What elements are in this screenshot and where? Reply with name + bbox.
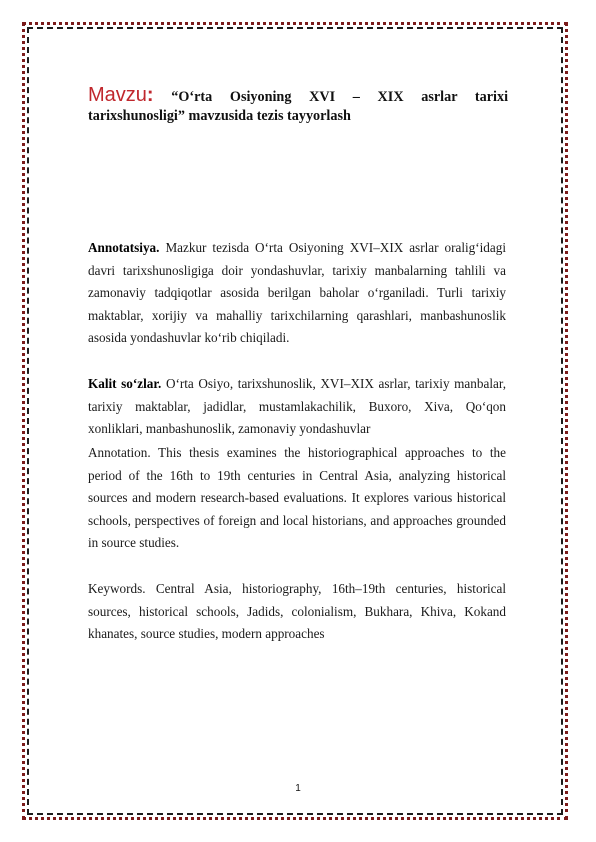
keywords-uz	[88, 373, 506, 441]
page-number: 1	[295, 783, 301, 794]
annotation-uz-text: Mazkur tezisda O‘rta Osiyoning XVI–XIX asrlar oralig‘idagi davri tarixshunosligiga doir yondashuvlar, tarixiy manbalarning tahlili va zamonaviy tadqiqotlar asosida berilgan baholar o‘rganiladi. Turli tarixiy maktablar, xorijiy va mahalliy tarixchilarning qarashlari, manbashunoslik asosida yondashuvlar ko‘rib chiqiladi.	[88, 240, 506, 345]
title-label: Mavzu	[88, 84, 147, 106]
annotation-en	[88, 442, 506, 555]
keywords-uz-text: O‘rta Osiyo, tarixshunoslik, XVI–XIX asrlar, tarixiy manbalar, tarixiy maktablar, jadidlar, mustamlakachilik, Buxoro, Xiva, Qo‘qon xonliklari, manbashunoslik, zamonaviy yondashuvlar	[88, 376, 506, 436]
keywords-en	[88, 578, 506, 646]
annotation-uz	[88, 237, 506, 350]
title-colon: :	[146, 84, 154, 106]
annotation-en-text: Annotation. This thesis examines the historiographical approaches to the period of the 16th to 19th centuries in Central Asia, analyzing historical sources and modern research-based evaluations. It explores various historical schools, perspectives of foreign and local historians, and approaches grounded in source studies.	[88, 445, 506, 550]
document-title	[88, 86, 508, 126]
annotation-uz-heading: Annotatsiya.	[88, 240, 160, 255]
keywords-uz-heading: Kalit so‘zlar.	[88, 376, 162, 391]
keywords-en-text: Keywords. Central Asia, historiography, 16th–19th centuries, historical sources, historical schools, Jadids, colonialism, Bukhara, Khiva, Kokand khanates, source studies, modern approaches	[88, 581, 506, 641]
title-text: “O‘rta Osiyoning XVI – XIX asrlar tarixi tarixshunosligi” mavzusida tezis tayyorlash	[88, 89, 509, 124]
